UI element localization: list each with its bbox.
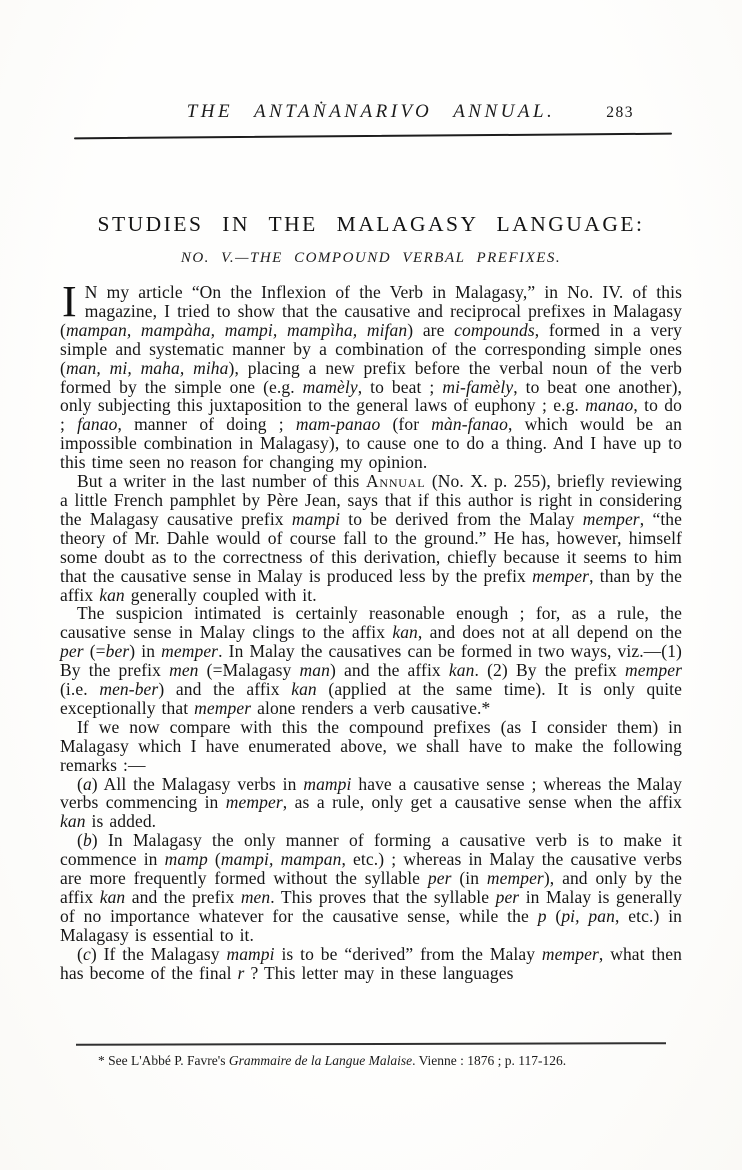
- text-run: , to beat one another), only subjecting this juxtaposition to the general laws of euphony ; e.g.: [60, 376, 682, 416]
- italic-term: memper: [194, 697, 252, 718]
- italic-term: man: [299, 660, 330, 681]
- text-run: , “the theory of Mr. Dahle would of course fall to the ground.” He has, however, himself some doubt as to the correctness of this derivation, chiefly because it seems to him that the causative sense in Malay is produced less by the prefix: [60, 508, 682, 586]
- italic-term: mi-famèly: [442, 376, 514, 397]
- text-run: The suspicion intimated is certainly reasonable enough ; for, as a rule, the causative sense in Malay clings to the affix: [60, 603, 682, 643]
- drop-cap-initial: I: [62, 277, 77, 326]
- text-run: is to be “derived” from the Malay: [274, 943, 542, 964]
- italic-term: a: [82, 773, 92, 794]
- text-run: (=: [83, 641, 106, 662]
- italic-term: mamp: [164, 849, 208, 870]
- text-run: ) In Malagasy the only manner of forming a causative verb is to make it commence in: [60, 830, 682, 870]
- footnote-rule: [76, 1042, 666, 1045]
- running-head: [60, 101, 682, 123]
- article-subtitle: NO. V.—THE COMPOUND VERBAL PREFIXES.: [180, 250, 562, 266]
- italic-term: kan: [99, 584, 125, 605]
- italic-term: c: [82, 943, 91, 964]
- journal-title: THE ANTAṄANARIVO ANNUAL.: [186, 101, 556, 122]
- italic-term: memper: [625, 660, 682, 681]
- italic-term: memper: [486, 868, 544, 889]
- italic-term: r: [237, 962, 245, 983]
- italic-term: per: [60, 641, 84, 662]
- italic-term: mampi: [226, 943, 275, 964]
- text-run: , and does not at all depend on the: [417, 622, 682, 643]
- italic-term: memper: [541, 943, 599, 964]
- text-run: . Vienne : 1876 ; p. 117-126.: [412, 1053, 567, 1068]
- italic-term: mampi: [303, 773, 352, 794]
- italic-term: memper: [582, 508, 640, 529]
- text-run: (applied at the same time). It is only quite exceptionally that: [60, 679, 682, 718]
- text-run: But a writer in the last number of this: [77, 471, 366, 492]
- text-run: alone renders a verb causative.*: [251, 697, 491, 718]
- text-run: (for: [380, 414, 432, 435]
- italic-term: memper: [532, 565, 590, 586]
- text-run: , manner of doing ;: [117, 414, 296, 435]
- footnote: [60, 1052, 682, 1069]
- text-run: (in: [451, 868, 487, 889]
- paragraph-compare: [60, 718, 682, 775]
- text-run: . This proves that the syllable: [270, 887, 496, 907]
- italic-term: men-ber: [99, 679, 159, 700]
- text-run: to be derived from the Malay: [340, 508, 583, 529]
- text-run: (: [77, 773, 83, 794]
- text-run: , etc.) ; whereas in Malay the causative verbs are more frequently formed without the syllable: [60, 849, 683, 889]
- text-run: ) and the affix: [330, 660, 449, 681]
- paragraph-remark-b: [60, 831, 682, 944]
- paragraph-annual-review: [60, 472, 682, 604]
- text-run: ) are: [407, 319, 455, 340]
- italic-term: mampi: [291, 508, 341, 529]
- italic-term: màn-fanao: [431, 414, 509, 435]
- text-run: , than by the affix: [60, 565, 682, 605]
- smallcaps-term: Annual: [365, 471, 426, 492]
- text-run: N my article “On the Inflexion of the Verb in Malagasy,” in No. IV. of this magazine, I tried to show that the causative and reciprocal prefixes in Malagasy (: [60, 282, 682, 340]
- text-run: , to do ;: [60, 395, 682, 435]
- text-run: , as a rule, only get a causative sense when the affix: [282, 792, 682, 813]
- italic-term: Grammaire de la Langue Malaise: [228, 1053, 413, 1068]
- text-run: (: [77, 830, 83, 851]
- text-run: (No. X. p. 255), briefly reviewing a little French pamphlet by Père Jean, says that if this author is right in considering the Malagasy causative prefix: [60, 471, 682, 529]
- italic-term: per: [427, 868, 452, 889]
- italic-term: kan: [60, 811, 86, 832]
- text-run: . (2) By the prefix: [474, 660, 626, 681]
- text-run: ? This letter may in these languages: [244, 962, 514, 983]
- text-run: (i.e.: [60, 679, 100, 700]
- italic-term: mamèly: [302, 376, 358, 397]
- italic-term: p: [537, 905, 547, 926]
- text-run: generally coupled with it.: [124, 584, 317, 605]
- paragraph-suspicion: [60, 604, 682, 717]
- italic-term: kan: [291, 679, 317, 700]
- text-run: and the prefix: [125, 887, 241, 907]
- italic-term: mam-panao: [295, 414, 381, 435]
- text-run: is added.: [85, 811, 157, 832]
- italic-term: kan: [448, 660, 475, 681]
- italic-term: pi, pan: [561, 905, 615, 926]
- text-run: (: [546, 905, 562, 926]
- italic-term: men: [240, 887, 271, 907]
- italic-term: man, mi, maha, miha: [65, 357, 229, 378]
- italic-term: kan: [99, 887, 126, 907]
- paragraph-remark-c: [60, 945, 682, 983]
- italic-term: b: [82, 830, 92, 851]
- italic-term: memper: [225, 792, 283, 813]
- text-run: . In Malay the causatives can be formed in two ways, viz.—(1) By the prefix: [60, 641, 682, 681]
- text-run: (=Malagasy: [198, 660, 300, 681]
- article-title: STUDIES IN THE MALAGASY LANGUAGE:: [97, 212, 645, 236]
- italic-term: ber: [105, 641, 130, 662]
- text-run: , etc.) in Malagasy is essential to it.: [60, 905, 683, 945]
- text-run: If we now compare with this the compound prefixes (as I consider them) in Malagasy which I have enumerated above, we shall have to make the following remarks :—: [60, 716, 682, 775]
- text-run: ) All the Malagasy verbs in: [91, 773, 304, 794]
- text-run: ) in: [129, 641, 162, 662]
- italic-term: per: [495, 887, 520, 907]
- text-run: , which would be an impossible combination in Malagasy), to cause one to do a thing. And I have up to this time seen no reason for changing my opinion.: [60, 414, 683, 473]
- italic-term: mampan, mampàha, mampi, mampìha, mifan: [65, 319, 408, 340]
- text-run: ), placing a new prefix before the verbal noun of the verb formed by the simple one (e.g.: [60, 357, 682, 397]
- text-run: ) If the Malagasy: [90, 943, 227, 964]
- text-run: have a causative sense ; whereas the Malay verbs commencing in: [60, 773, 682, 813]
- header-rule: [74, 133, 672, 140]
- text-run: in Malay is generally of no importance whatever for the causative sense, while the: [60, 887, 683, 926]
- text-run: (: [207, 849, 221, 870]
- italic-term: manao: [585, 395, 634, 416]
- page-number: 283: [606, 104, 634, 121]
- italic-term: kan: [392, 622, 418, 643]
- italic-term: men: [169, 660, 199, 681]
- italic-term: memper: [161, 641, 219, 662]
- text-run: * See L'Abbé P. Favre's: [98, 1053, 229, 1068]
- text-run: , formed in a very simple and systematic manner by a combination of the corresponding simple ones (: [60, 319, 682, 378]
- italic-term: fanao: [77, 414, 118, 435]
- text-run: (: [77, 943, 83, 964]
- italic-term: mampi, mampan: [220, 849, 342, 870]
- paragraph-remark-a: [60, 775, 682, 832]
- article-body: [60, 277, 683, 983]
- text-run: ), and only by the affix: [60, 868, 682, 907]
- text-run: , what then has become of the final: [60, 943, 683, 983]
- paragraph-intro: [60, 277, 683, 473]
- italic-term: compounds: [454, 319, 535, 340]
- text-run: ) and the affix: [158, 679, 292, 700]
- paragraph-text: [60, 277, 683, 473]
- text-run: , to beat ;: [357, 376, 443, 397]
